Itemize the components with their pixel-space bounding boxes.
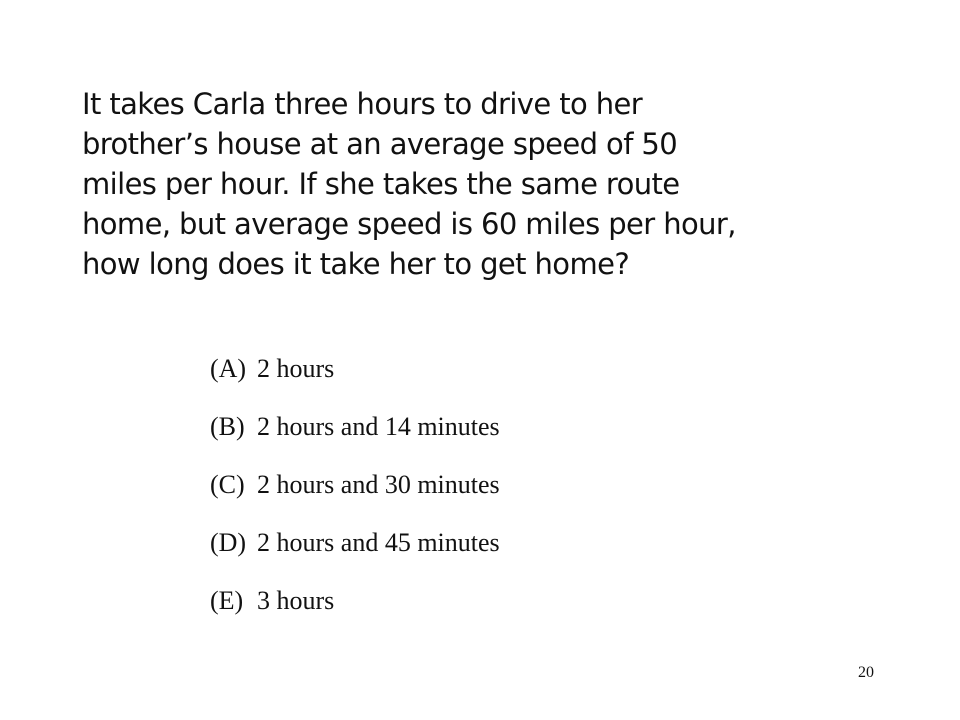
question-line: miles per hour. If she takes the same route bbox=[82, 167, 680, 201]
choice-e bbox=[210, 586, 500, 644]
choice-letter: (B) bbox=[210, 412, 245, 441]
question-line: brother’s house at an average speed of 50 bbox=[82, 127, 678, 161]
choice-letter: (E) bbox=[210, 586, 244, 615]
question-line: home, but average speed is 60 miles per hour, bbox=[82, 207, 736, 241]
choice-text: 2 hours and 30 minutes bbox=[257, 470, 500, 499]
choice-d bbox=[210, 528, 500, 586]
question-text bbox=[82, 84, 902, 284]
choice-letter: (A) bbox=[210, 354, 247, 383]
choice-b bbox=[210, 412, 500, 470]
answer-choices bbox=[210, 354, 500, 644]
choice-text: 3 hours bbox=[257, 586, 335, 615]
page-number: 20 bbox=[858, 664, 874, 681]
question-line: how long does it take her to get home? bbox=[82, 247, 630, 281]
choice-c bbox=[210, 470, 500, 528]
question-line: It takes Carla three hours to drive to her bbox=[82, 87, 643, 121]
choice-text: 2 hours and 14 minutes bbox=[257, 412, 500, 441]
choice-text: 2 hours bbox=[257, 354, 335, 383]
choice-letter: (D) bbox=[210, 528, 247, 557]
choice-letter: (C) bbox=[210, 470, 245, 499]
choice-text: 2 hours and 45 minutes bbox=[257, 528, 500, 557]
choice-a bbox=[210, 354, 500, 412]
